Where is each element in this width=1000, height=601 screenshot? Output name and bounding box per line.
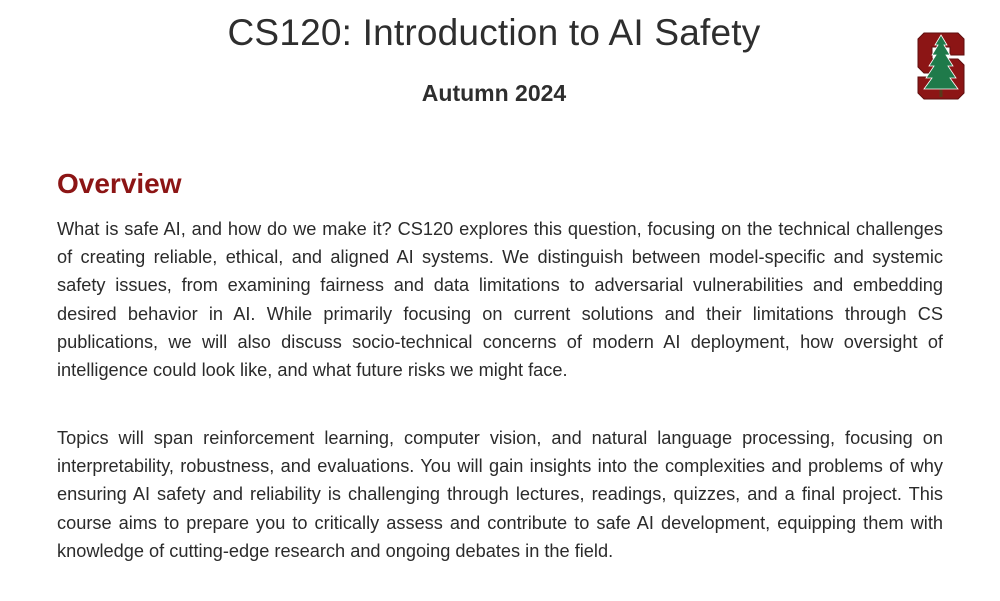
stanford-logo-icon xyxy=(916,31,966,101)
overview-paragraph-2: Topics will span reinforcement learning, computer vision, and natural language processing, focusing on interpretability, robustness, and evaluations. You will gain insights into the complexities and problems of why ensuring AI safety and reliability is challenging through lectures, readings, quizzes, and a final project. This course aims to prepare you to critically assess and contribute to safe AI development, equipping them with knowledge of cutting-edge research and ongoing debates in the field. xyxy=(57,428,943,561)
course-term: Autumn 2024 xyxy=(421,80,567,106)
overview-heading: Overview xyxy=(57,168,182,199)
overview-paragraph-1: What is safe AI, and how do we make it? CS120 explores this question, focusing on the technical challenges of creating reliable, ethical, and aligned AI systems. We distinguish between model-specific and systemic safety issues, from examining fairness and data limitations to adversarial vulnerabilities and embedding desired behavior in AI. While primarily focusing on current solutions and their limitations through CS publications, we will also discuss socio-technical concerns of modern AI deployment, how oversight of intelligence could look like, and what future risks we might face. xyxy=(57,219,943,381)
page-title: CS120: Introduction to AI Safety xyxy=(227,12,761,53)
